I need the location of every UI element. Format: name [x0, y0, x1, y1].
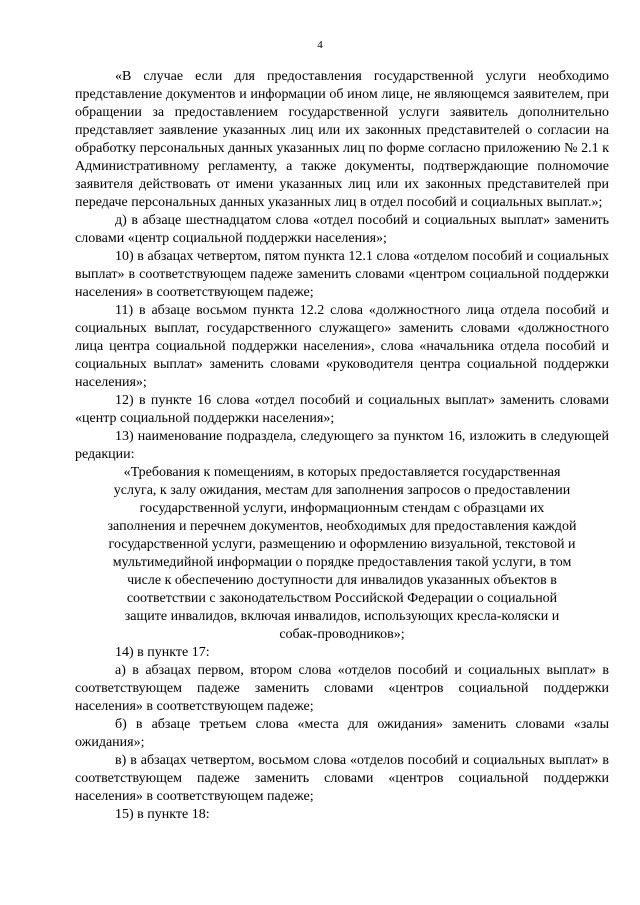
paragraph-quoted-rule: «В случае если для предоставления государственной услуги необходимо представление документов и информации об ином лице, не являющемся заявителем, при обращении за предоставлением государственной услуги заявитель дополнительно представляет заявление указанных лиц или их законных представителей о согласии на обработку персональных данных указанных лиц по форме согласно приложению № 2.1 к Административному регламенту, а также документы, подтверждающие полномочие заявителя действовать от имени указанных лиц или их законных представителей при передаче персональных данных указанных лиц в отдел пособий и социальных выплат.»;: [75, 69, 609, 210]
paragraph-item-14-a: а) в абзацах первом, втором слова «отделов пособий и социальных выплат» в соответствующем падеже заменить словами «центров социальной поддержки населения» в соответствующем падеже;: [75, 663, 609, 714]
paragraph-item-14-b: б) в абзаце третьем слова «места для ожидания» заменить словами «залы ожидания»;: [75, 717, 609, 750]
paragraph-item-15: 15) в пункте 18:: [115, 807, 210, 822]
paragraph-item-14: 14) в пункте 17:: [115, 645, 210, 660]
paragraph-item-11: 11) в абзаце восьмом пункта 12.2 слова «должностного лица отдела пособий и социальных выплат, государственного служащего» заменить словами «должностного лица центра социальной поддержки населения», слова «начальника отдела пособий и социальных выплат» заменить словами «руководителя центра социальной поддержки населения»;: [75, 303, 609, 390]
paragraph-item-14-v: в) в абзацах четвертом, восьмом слова «отделов пособий и социальных выплат» в соответствующем падеже заменить словами «центров социальной поддержки населения» в соответствующем падеже;: [75, 753, 609, 804]
subsection-heading: «Требования к помещениям, в которых предоставляется государственная услуга, к залу ожидания, местам для заполнения запросов о предоставлении государственной услуги, информационным стендам с образцами их заполнения и перечнем документов, необходимых для предоставления каждой государственной услуги, размещению и оформлению визуальной, текстовой и мультимедийной информации о порядке предоставления такой услуги, в том числе к обеспечению доступности для инвалидов указанных объектов в соответствии с законодательством Российской Федерации о социальной защите инвалидов, включая инвалидов, использующих кресла-коляски и собак-проводников»;: [107, 465, 577, 642]
paragraph-item-10: 10) в абзацах четвертом, пятом пункта 12.1 слова «отделом пособий и социальных выплат» в соответствующем падеже заменить словами «центром социальной поддержки населения» в соответствующем падеже;: [75, 249, 609, 300]
page-number: 4: [317, 39, 323, 51]
paragraph-item-d: д) в абзаце шестнадцатом слова «отдел пособий и социальных выплат» заменить словами «центр социальной поддержки населения»;: [75, 213, 609, 246]
document-body: [75, 68, 609, 824]
paragraph-item-12: 12) в пункте 16 слова «отдел пособий и социальных выплат» заменить словами «центр социальной поддержки населения»;: [75, 393, 609, 426]
paragraph-item-13: 13) наименование подраздела, следующего за пунктом 16, изложить в следующей редакции:: [75, 429, 609, 462]
